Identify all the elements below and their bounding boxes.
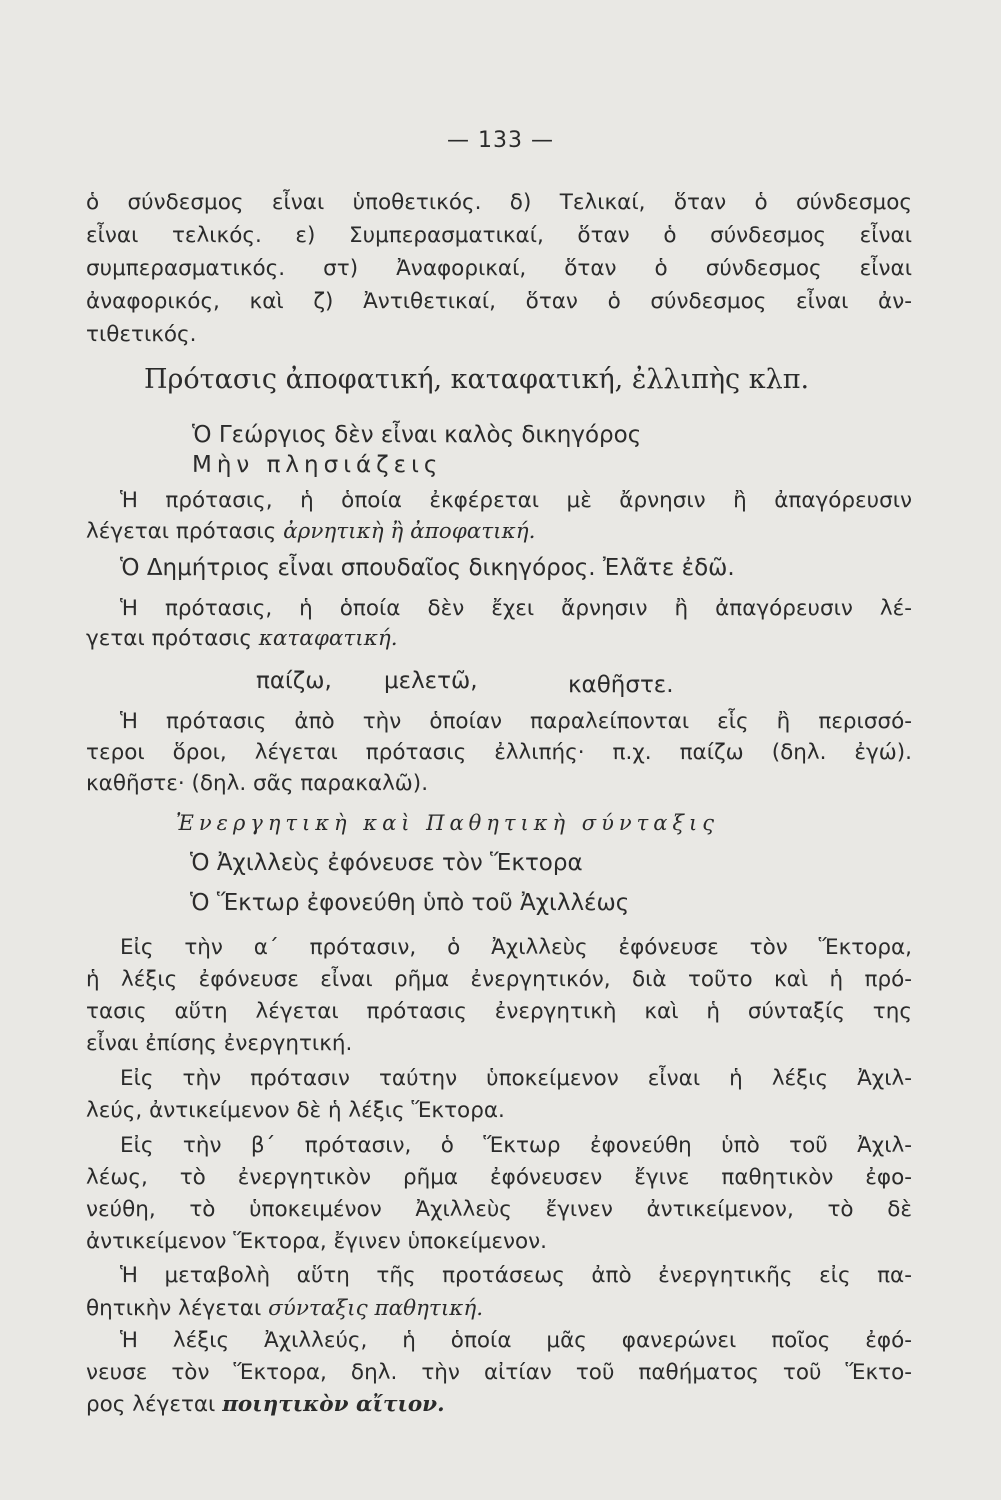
text-line: Εἰς τὴν πρότασιν ταύτην ὑποκείμενον εἶναι ἡ λέξις Ἀχιλ-: [120, 1066, 912, 1091]
text-line: καθῆστε· (δηλ. σᾶς παρακαλῶ).: [86, 771, 429, 796]
example-sentence: Ὁ Δημήτριος εἶναι σπουδαῖος δικηγόρος. Ἐλᾶτε ἐδῶ.: [120, 555, 735, 581]
page-number: — 133 —: [447, 128, 554, 153]
text-line: συμπερασματικός. στ) Ἀναφορικαί, ὅταν ὁ σύνδεσμος εἶναι: [86, 256, 912, 281]
text-span: γεται πρότασις: [86, 626, 252, 651]
term-italic: ποιητικὸν αἴτιον.: [222, 1392, 445, 1417]
text-line: Ἡ πρότασις ἀπὸ τὴν ὁποίαν παραλείπονται εἷς ἢ περισσό-: [120, 709, 912, 734]
section-heading: Πρότασις ἀποφατική, καταφατική, ἐλλιπὴς κλπ.: [144, 364, 810, 395]
term-italic: ἀρνητικὴ ἢ ἀποφατική.: [283, 519, 536, 544]
text-line: Ἡ λέξις Ἀχιλλεύς, ἡ ὁποία μᾶς φανερώνει ποῖος ἐφό-: [120, 1328, 912, 1353]
term-italic: καταφατική.: [258, 626, 398, 651]
text-span: ρος λέγεται: [86, 1392, 216, 1417]
text-line: [86, 517, 912, 547]
text-line: νευσε τὸν Ἕκτορα, δηλ. τὴν αἰτίαν τοῦ παθήματος τοῦ Ἕκτο-: [86, 1360, 912, 1385]
example-sentence: Ὁ Γεώργιος δὲν εἶναι καλὸς δικηγόρος: [192, 422, 642, 448]
text-line: νεύθη, τὸ ὑποκειμένον Ἀχιλλεὺς ἔγινεν ἀντικείμενον, τὸ δὲ: [86, 1197, 912, 1222]
text-line: τασις αὕτη λέγεται πρότασις ἐνεργητικὴ καὶ ἡ σύνταξίς της: [86, 999, 912, 1024]
example-word: παίζω,: [256, 668, 332, 694]
text-line: τεροι ὅροι, λέγεται πρότασις ἐλλιπής· π.χ. παίζω (δηλ. ἐγώ).: [86, 740, 912, 765]
text-line: Ἡ μεταβολὴ αὕτη τῆς προτάσεως ἀπὸ ἐνεργητικῆς εἰς πα-: [120, 1263, 912, 1288]
text-line: ἀναφορικός, καὶ ζ) Ἀντιθετικαί, ὅταν ὁ σύνδεσμος εἶναι ἀν-: [86, 289, 912, 314]
subsection-heading: Ἐνεργητικὴ καὶ Παθητικὴ σύνταξις: [176, 811, 719, 835]
text-line: [86, 1294, 912, 1324]
text-line: Εἰς τὴν α΄ πρότασιν, ὁ Ἀχιλλεὺς ἐφόνευσε τὸν Ἕκτορα,: [120, 935, 912, 960]
term-italic: σύνταξις παθητική.: [268, 1296, 484, 1321]
text-line: Εἰς τὴν β΄ πρότασιν, ὁ Ἕκτωρ ἐφονεύθη ὑπὸ τοῦ Ἀχιλ-: [120, 1133, 912, 1158]
text-line: εἶναι ἐπίσης ἐνεργητική.: [86, 1031, 353, 1056]
text-line: ἀντικείμενον Ἕκτορα, ἔγινεν ὑποκείμενον.: [86, 1229, 547, 1254]
text-line: Ἡ πρότασις, ἡ ὁποία δὲν ἔχει ἄρνησιν ἢ ἀπαγόρευσιν λέ-: [120, 596, 912, 621]
text-line: λέως, τὸ ἐνεργητικὸν ρῆμα ἐφόνευσεν ἔγινε παθητικὸν ἐφο-: [86, 1165, 912, 1190]
example-word: μελετῶ,: [384, 668, 478, 694]
text-line: τιθετικός.: [86, 322, 197, 347]
text-span: θητικὴν λέγεται: [86, 1296, 262, 1321]
example-word: καθῆστε.: [568, 672, 674, 698]
text-span: λέγεται πρότασις: [86, 519, 277, 544]
example-sentence: Μὴν πλησιάζεις: [192, 452, 443, 478]
text-line: ἡ λέξις ἐφόνευσε εἶναι ρῆμα ἐνεργητικόν, διὰ τοῦτο καὶ ἡ πρό-: [86, 967, 912, 992]
text-line: εἶναι τελικός. ε) Συμπερασματικαί, ὅταν ὁ σύνδεσμος εἶναι: [86, 223, 912, 248]
text-line: [86, 624, 912, 654]
text-line: λεύς, ἀντικείμενον δὲ ἡ λέξις Ἕκτορα.: [86, 1098, 505, 1123]
text-line: ὁ σύνδεσμος εἶναι ὑποθετικός. δ) Τελικαί, ὅταν ὁ σύνδεσμος: [86, 190, 912, 215]
text-line: Ἡ πρότασις, ἡ ὁποία ἐκφέρεται μὲ ἄρνησιν ἢ ἀπαγόρευσιν: [120, 488, 912, 513]
example-sentence: Ὁ Ἀχιλλεὺς ἐφόνευσε τὸν Ἕκτορα: [190, 850, 583, 876]
example-sentence: Ὁ Ἕκτωρ ἐφονεύθη ὑπὸ τοῦ Ἀχιλλέως: [190, 890, 630, 916]
text-line: [86, 1390, 912, 1420]
